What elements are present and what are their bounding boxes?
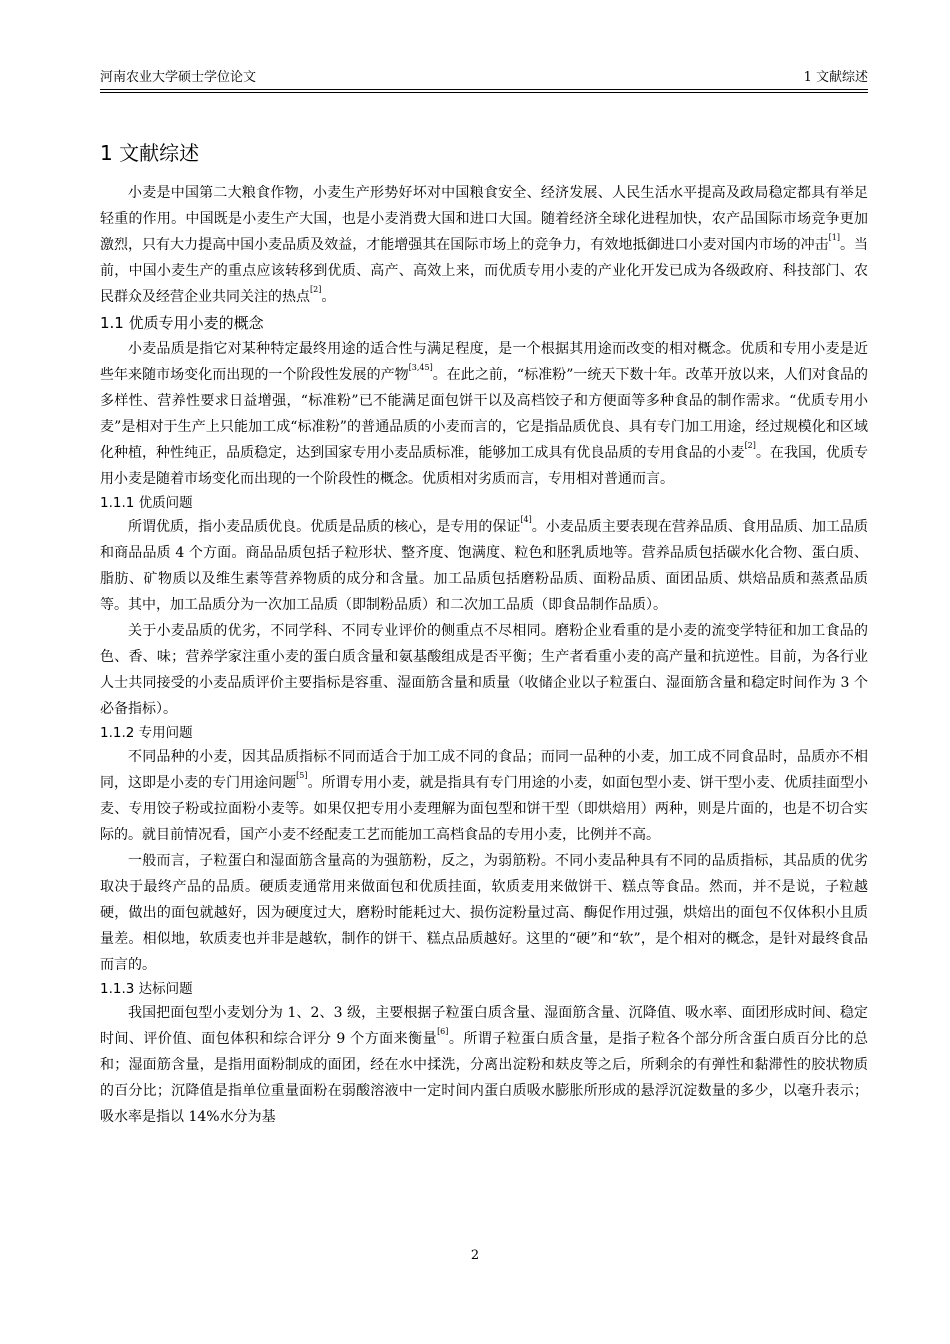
section-heading-1-1-2: 1.1.2 专用问题 — [100, 725, 193, 741]
citation: [3,45] — [408, 363, 433, 372]
citation: [6] — [437, 1027, 449, 1036]
section-1-1-1-paragraph-2: 关于小麦品质的优劣，不同学科、不同专业评价的侧重点不尽相同。磨粉企业看重的是小麦的流变学特征和加工食品的色、香、味；营养学家注重小麦的蛋白质含量和氨基酸组成是否平衡；生产者看重小麦的高产量和抗逆性。目前，为各行业人士共同接受的小麦品质评价主要指标是容重、湿面筋含量和质量（收储企业以子粒蛋白、湿面筋含量和稳定时间作为 3 个必备指标）。 — [100, 623, 868, 717]
page-number: 2 — [470, 1248, 480, 1263]
section-heading-1-1-3: 1.1.3 达标问题 — [100, 981, 193, 997]
header-chapter-title: 1 文献综述 — [803, 70, 868, 85]
section-heading-1-1: 1.1 优质专用小麦的概念 — [100, 314, 264, 332]
running-header — [100, 68, 868, 88]
header-rule-thick — [100, 89, 868, 90]
citation: [1] — [828, 233, 840, 242]
citation: [5] — [296, 771, 308, 780]
page-body — [100, 138, 868, 1130]
section-1-1-3-paragraph-1: 我国把面包型小麦划分为 1、2、3 级，主要根据子粒蛋白质含量、湿面筋含量、沉降值、吸水率、面团形成时间、稳定时间、评价值、面包体积和综合评分 9 个方面来衡量[6]。所谓子粒蛋白质含量，是指子粒各个部分所含蛋白质百分比的总和；湿面筋含量，是指用面粉制成的面团，经在水中揉洗，分离出淀粉和麸皮等之后，所剩余的有弹性和黏滞性的胶状物质的百分比；沉降值是指单位重量面粉在弱酸溶液中一定时间内蛋白质吸水膨胀所形成的悬浮沉淀数量的多少，以毫升表示；吸水率是指以 14%水分为基 — [100, 1005, 868, 1125]
intro-paragraph: 小麦是中国第二大粮食作物，小麦生产形势好坏对中国粮食安全、经济发展、人民生活水平提高及政局稳定都具有举足轻重的作用。中国既是小麦生产大国，也是小麦消费大国和进口大国。随着经济全球化进程加快，农产品国际市场竞争更加激烈，只有大力提高中国小麦品质及效益，才能增强其在国际市场上的竞争力，有效地抵御进口小麦对国内市场的冲击[1]。当前，中国小麦生产的重点应该转移到优质、高产、高效上来，而优质专用小麦的产业化开发已成为各级政府、科技部门、农民群众及经营企业共同关注的热点[2]。 — [100, 185, 869, 305]
section-1-1-2-paragraph-2: 一般而言，子粒蛋白和湿面筋含量高的为强筋粉，反之，为弱筋粉。不同小麦品种具有不同的品质指标，其品质的优劣取决于最终产品的品质。硬质麦通常用来做面包和优质挂面，软质麦用来做饼干、糕点等食品。然而，并不是说，子粒越硬，做出的面包就越好，因为硬度过大，磨粉时能耗过大、损伤淀粉量过高、酶促作用过强，烘焙出的面包不仅体积小且质量差。相似地，软质麦也并非是越软，制作的饼干、糕点品质越好。这里的“硬”和“软”，是个相对的概念，是针对最终食品而言的。 — [100, 853, 868, 973]
header-rule-thin — [100, 92, 868, 93]
section-1-1-1-paragraph-1: 所谓优质，指小麦品质优良。优质是品质的核心，是专用的保证[4]。小麦品质主要表现在营养品质、食用品质、加工品质和商品品质 4 个方面。商品品质包括子粒形状、整齐度、饱满度、粒色和胚乳质地等。营养品质包括碳水化合物、蛋白质、脂肪、矿物质以及维生素等营养物质的成分和含量。加工品质包括磨粉品质、面粉品质、面团品质、烘焙品质和蒸煮品质等。其中，加工品质分为一次加工品质（即制粉品质）和二次加工品质（即食品制作品质）。 — [100, 515, 869, 613]
section-1-1-paragraph: 小麦品质是指它对某种特定最终用途的适合性与满足程度，是一个根据其用途而改变的相对概念。优质和专用小麦是近些年来随市场变化而出现的一个阶段性发展的产物[3,45]。在此之前，“标准粉”一统天下数十年。改革开放以来，人们对食品的多样性、营养性要求日益增强，“标准粉”已不能满足面包饼干以及高档饺子和方便面等多种食品的制作需求。“优质专用小麦”是相对于生产上只能加工成“标准粉”的普通品质的小麦而言的，它是指品质优良、具有专门加工用途，经过规模化和区域化种植，种性纯正，品质稳定，达到国家专用小麦品质标准，能够加工成具有优良品质的专用食品的小麦[2]。在我国，优质专用小麦是随着市场变化而出现的一个阶段性的概念。优质相对劣质而言，专用相对普通而言。 — [100, 341, 869, 487]
section-1-1-2-paragraph-1: 不同品种的小麦，因其品质指标不同而适合于加工成不同的食品；而同一品种的小麦，加工成不同食品时，品质亦不相同，这即是小麦的专门用途问题[5]。所谓专用小麦，就是指具有专门用途的小麦，如面包型小麦、饼干型小麦、优质挂面型小麦、专用饺子粉或拉面粉小麦等。如果仅把专用小麦理解为面包型和饼干型（即烘焙用）两种，则是片面的，也是不切合实际的。就目前情况看，国产小麦不经配麦工艺而能加工高档食品的专用小麦，比例并不高。 — [100, 749, 868, 843]
citation: [4] — [520, 515, 532, 524]
citation: [2] — [744, 441, 756, 450]
citation: [2] — [310, 285, 322, 294]
chapter-title: 1 文献综述 — [100, 141, 200, 165]
header-thesis-title: 河南农业大学硕士学位论文 — [100, 70, 257, 85]
section-heading-1-1-1: 1.1.1 优质问题 — [100, 495, 193, 511]
